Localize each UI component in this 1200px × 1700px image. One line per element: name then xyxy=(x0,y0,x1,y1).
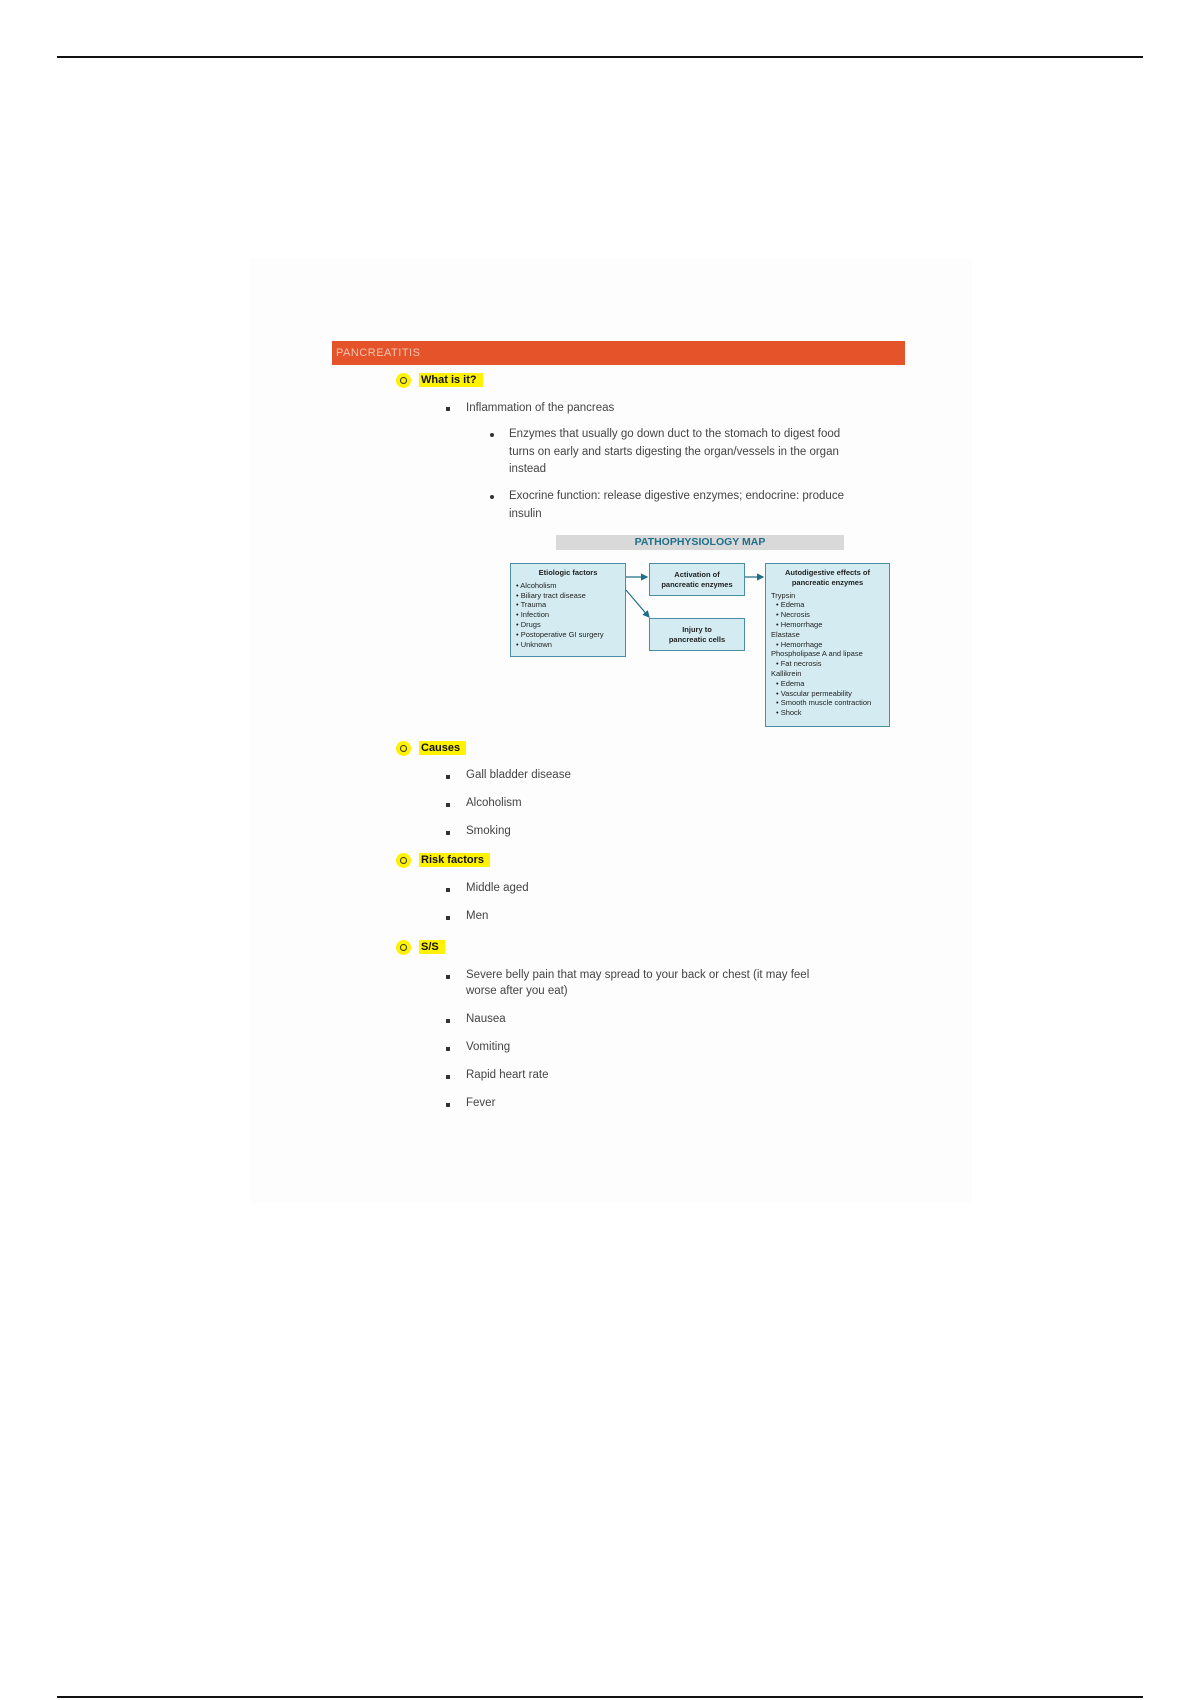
heading-risk-factors: Risk factors xyxy=(400,851,490,869)
footer-rule xyxy=(57,1696,1143,1698)
circle-bullet-icon xyxy=(400,944,407,951)
autodigestive-effects-box: Autodigestive effects of pancreatic enzymes Trypsin • Edema • Necrosis • Hemorrhage Elastase • Hemorrhage Phospholipase A and lipase • Fat necrosis Kallikrein • Edema • Vascular permeability • Smooth muscle contraction • Shock xyxy=(765,563,890,727)
list-item: turns on early and starts digesting the organ/vessels in the organ xyxy=(509,446,839,458)
list-item: Men xyxy=(466,910,489,922)
list-item: Alcoholism xyxy=(466,797,522,809)
square-bullet-icon xyxy=(446,775,450,779)
list-item: instead xyxy=(509,463,547,475)
circle-bullet-icon xyxy=(400,857,407,864)
square-bullet-icon xyxy=(446,1075,450,1079)
arrow-etiologic-to-injury xyxy=(626,590,649,617)
diagram-title: PATHOPHYSIOLOGY MAP xyxy=(556,535,844,550)
list-item: insulin xyxy=(509,508,542,520)
section-banner: PANCREATITIS xyxy=(332,341,905,365)
heading-what-is-it: What is it? xyxy=(400,371,483,389)
heading-signs-symptoms: S/S xyxy=(400,938,445,956)
list-item: Rapid heart rate xyxy=(466,1069,549,1081)
etiologic-factors-box: Etiologic factors • Alcoholism • Biliary tract disease • Trauma • Infection • Drugs • Postoperative GI surgery • Unknown xyxy=(510,563,626,657)
square-bullet-icon xyxy=(446,916,450,920)
square-bullet-icon xyxy=(446,1019,450,1023)
circle-bullet-icon xyxy=(400,745,407,752)
list-item: Enzymes that usually go down duct to the stomach to digest food xyxy=(509,428,841,440)
list-item: Severe belly pain that may spread to your back or chest (it may feel xyxy=(466,969,810,981)
list-item: Nausea xyxy=(466,1013,506,1025)
square-bullet-icon xyxy=(446,1103,450,1107)
list-item: worse after you eat) xyxy=(466,985,568,997)
square-bullet-icon xyxy=(446,888,450,892)
list-item: Inflammation of the pancreas xyxy=(466,402,615,414)
square-bullet-icon xyxy=(446,803,450,807)
list-item: Gall bladder disease xyxy=(466,769,571,781)
list-item: Vomiting xyxy=(466,1041,511,1053)
heading-causes: Causes xyxy=(400,739,466,757)
square-bullet-icon xyxy=(446,1047,450,1051)
list-item: Fever xyxy=(466,1097,496,1109)
list-item: Exocrine function: release digestive enzymes; endocrine: produce xyxy=(509,490,844,502)
list-item: Smoking xyxy=(466,825,511,837)
square-bullet-icon xyxy=(446,831,450,835)
injury-box: Injury to pancreatic cells xyxy=(649,618,745,651)
list-item: Middle aged xyxy=(466,882,529,894)
activation-box: Activation of pancreatic enzymes xyxy=(649,563,745,596)
square-bullet-icon xyxy=(446,975,450,979)
